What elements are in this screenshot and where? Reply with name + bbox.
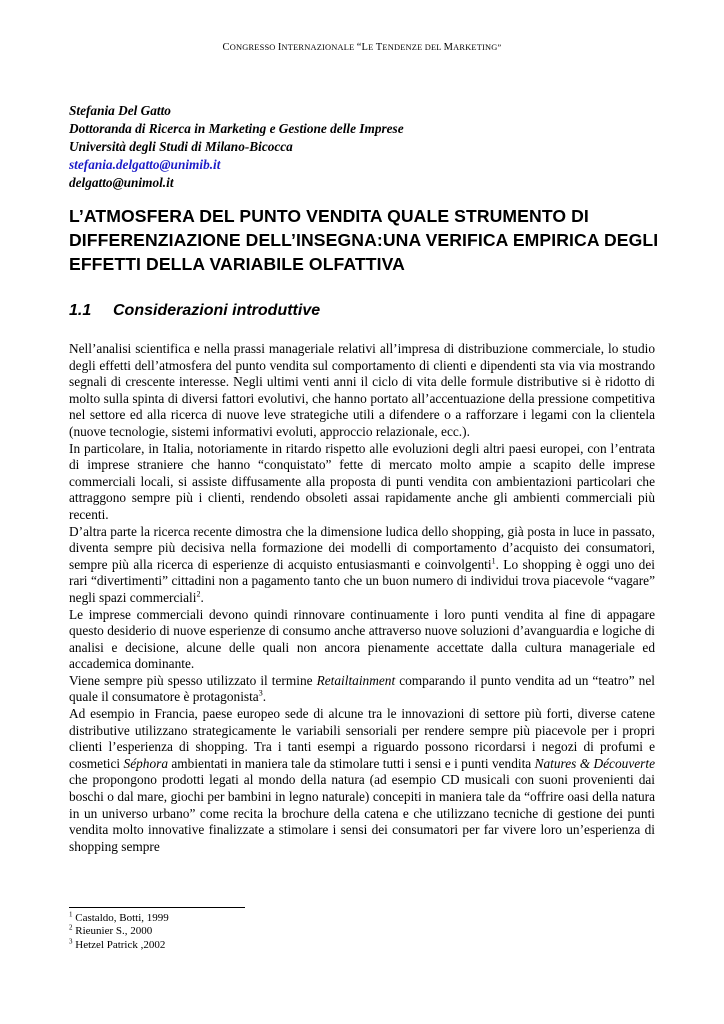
paragraph-2: In particolare, in Italia, notoriamente in ritardo rispetto alle evoluzioni degli altri paesi europei, con l’entrata di imprese straniere che hanno “conquistato” fette di mercato molto ampie a scapito delle imprese commerciali locali, si assiste diffusamente alla proposta di punti vendita con ambientazioni particolari che attraggono sempre più i clienti, rendendo obsoleti assai rapidamente anche gli ambienti commerciali più recenti. <box>69 440 655 522</box>
header-smallcaps-5: ARKETING” <box>453 43 502 52</box>
section-heading <box>69 302 320 320</box>
footnotes <box>69 912 169 952</box>
footnote-1 <box>69 912 169 925</box>
paragraph-3-text-c: . <box>200 589 204 605</box>
header-initial-5: M <box>443 42 454 53</box>
paper-title: L’ATMOSFERA DEL PUNTO VENDITA QUALE STRUMENTO DI DIFFERENZIAZIONE DELL’INSEGNA:UNA VERIFICA EMPIRICA DEGLI EFFETTI DELLA VARIABILE OLFATTIVA <box>69 206 659 274</box>
section-number: 1.1 <box>69 302 92 319</box>
paragraph-5-text-c: . <box>262 689 267 705</box>
header-smallcaps-2: NTERNAZIONALE <box>281 43 357 52</box>
author-email-secondary: delgatto@unimol.it <box>69 175 174 190</box>
footnote-2 <box>69 925 169 938</box>
footnote-ref-2[interactable]: 2 <box>196 589 201 599</box>
paragraph-4: Le imprese commerciali devono quindi rinnovare continuamente i loro punti vendita al fine di appagare questo desiderio di nuove esperienze di consumo anche attraverso nuove soluzioni d’avanguardia e logiche di analisi e decisione, alcune delle quali non ancora pienamente accettate dalla cultura manageriale ed accademica dominante. <box>69 606 655 672</box>
header-smallcaps-1: ONGRESSO <box>229 43 278 52</box>
footnote-3 <box>69 939 169 952</box>
paragraph-3 <box>69 524 655 607</box>
paragraph-6-text-b: ambientati in maniera tale da stimolare tutti i sensi e i punti vendita <box>168 755 535 771</box>
header-smallcaps-4: ENDENZE DEL <box>382 43 444 52</box>
natures-decouverte-term: Natures & Découverte <box>534 755 655 771</box>
footnote-3-number: 3 <box>69 937 73 946</box>
footnote-separator <box>69 907 245 908</box>
author-role: Dottoranda di Ricerca in Marketing e Gestione delle Imprese <box>69 121 404 136</box>
paragraph-3-text-a: D’altra parte la ricerca recente dimostra che la dimensione ludica dello shopping, già posta in luce in passato, diventa sempre più decisiva nella formazione dei modelli di comportamento d’acquisto dei consumatori, sempre più alla ricerca di esperienze di acquisto entusiasmanti e coinvolgenti <box>69 523 655 572</box>
footnote-2-number: 2 <box>69 923 73 932</box>
author-university: Università degli Studi di Milano-Bicocca <box>69 139 293 154</box>
footnote-3-text: Hetzel Patrick ,2002 <box>72 938 166 951</box>
paragraph-1: Nell’analisi scientifica e nella prassi manageriale relativi all’impresa di distribuzione commerciale, lo studio degli effetti dell’atmosfera del punto vendita sul comportamento di clienti e dipendenti sta via via mostrando segnali di crescente interesse. Negli ultimi venti anni il ciclo di vita delle formule distributive si è ridotto di molto sulla spinta di diversi fattori evolutivi, che hanno portato all’accentuazione della pressione competitiva nel settore ed alla ricerca di nuove leve strategiche utili a difendere o a rafforzare i legami con la clientela (nuove tecnologie, sistemi informativi evoluti, approccio relazionale, ecc.). <box>69 341 655 439</box>
retailtainment-term: Retailtainment <box>316 672 396 688</box>
footnote-1-text: Castaldo, Botti, 1999 <box>72 912 169 924</box>
header-smallcaps-3: E <box>368 43 376 52</box>
paragraph-3-text-b: . Lo shopping è oggi uno dei rari “divertimenti” cittadini non a pagamento tanto che un buon numero di individui trova piacevole “vagare” negli spazi commerciali <box>69 556 655 605</box>
footnote-1-number: 1 <box>69 910 73 919</box>
author-name: Stefania Del Gatto <box>69 103 171 118</box>
paragraph-6-text-c: che propongono prodotti legati al mondo della natura (ad esempio CD musicali con suoni provenienti dai boschi o dal mare, giochi per bambini in legno naturale) concepiti in maniera tale da “offrire oasi della natura in un universo urbano” come recita la brochure della catena e che utilizzano tecniche di gestione dei punti vendita molto innovative finalizzate a stimolare i sensi dei consumatori per far vivere loro un’esperienza di shopping sempre <box>69 772 655 854</box>
running-header <box>0 42 724 53</box>
body-text <box>69 341 655 855</box>
sephora-term: Séphora <box>123 755 168 771</box>
header-initial-4: T <box>375 42 383 53</box>
footnote-ref-3[interactable]: 3 <box>258 689 263 699</box>
paragraph-6-text-a: Ad esempio in Francia, paese europeo sede di alcune tra le innovazioni di settore più forti, diverse catene distributive utilizzano strategicamente le variabili sensoriali per rendere sempre più piacevole per i propri clienti l’esperienza di shopping. Tra i tanti esempi a riguardo possono ricordarsi i negozi di profumi e cosmetici <box>69 706 655 771</box>
author-block <box>69 102 404 192</box>
footnote-2-text: Rieunier S., 2000 <box>72 925 153 938</box>
paragraph-5-text-b: comparando il punto vendita ad un “teatro” nel quale il consumatore è protagonista <box>69 672 655 705</box>
header-initial-1: C <box>222 42 230 53</box>
paragraph-5-text-a: Viene sempre più spesso utilizzato il termine <box>69 672 317 688</box>
paragraph-6 <box>69 706 655 855</box>
section-title: Considerazioni introduttive <box>113 302 321 319</box>
author-email-link[interactable]: stefania.delgatto@unimib.it <box>69 157 221 172</box>
footnote-ref-1[interactable]: 1 <box>491 556 496 566</box>
paragraph-5 <box>69 673 655 706</box>
header-initial-3: “L <box>356 42 369 53</box>
header-initial-2: I <box>277 42 282 53</box>
